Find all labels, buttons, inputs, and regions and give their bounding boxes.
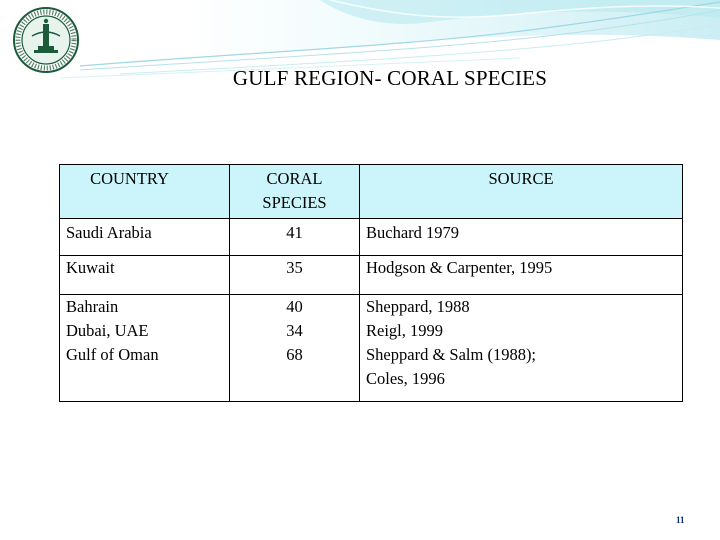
country-line: Dubai, UAE <box>66 321 149 341</box>
page-number: 11 <box>676 515 685 525</box>
source-cell: Buchard 1979 <box>360 218 683 255</box>
species-line: 68 <box>286 345 303 365</box>
country-cell <box>60 295 230 402</box>
header-species-line2: SPECIES <box>262 193 327 212</box>
header-species-line1: CORAL <box>266 169 323 188</box>
species-cell: 41 <box>230 218 360 255</box>
university-logo <box>10 6 82 74</box>
source-line: Sheppard, 1988 <box>366 297 470 317</box>
source-line: Coles, 1996 <box>366 369 445 389</box>
source-cell <box>360 295 683 402</box>
country-line: Bahrain <box>66 297 119 317</box>
seal-graphic <box>10 6 82 74</box>
country-cell: Kuwait <box>60 255 230 295</box>
source-line: Sheppard & Salm (1988); <box>366 345 537 365</box>
source-cell: Hodgson & Carpenter, 1995 <box>360 255 683 295</box>
table-row <box>60 295 683 402</box>
table-header-row <box>60 165 683 219</box>
coral-species-table <box>59 164 683 402</box>
table-row <box>60 255 683 295</box>
header-country-label: COUNTRY <box>90 169 169 188</box>
country-line: Gulf of Oman <box>66 345 159 365</box>
header-source-label: SOURCE <box>488 169 554 188</box>
table-row <box>60 218 683 255</box>
header-source <box>360 165 683 219</box>
header-coral-species <box>230 165 360 219</box>
slide-title: GULF REGION- CORAL SPECIES <box>232 66 548 90</box>
source-line: Reigl, 1999 <box>366 321 443 341</box>
species-cell <box>230 295 360 402</box>
header-country <box>60 165 230 219</box>
species-cell: 35 <box>230 255 360 295</box>
species-line: 34 <box>286 321 303 341</box>
country-cell: Saudi Arabia <box>60 218 230 255</box>
species-line: 40 <box>286 297 303 317</box>
